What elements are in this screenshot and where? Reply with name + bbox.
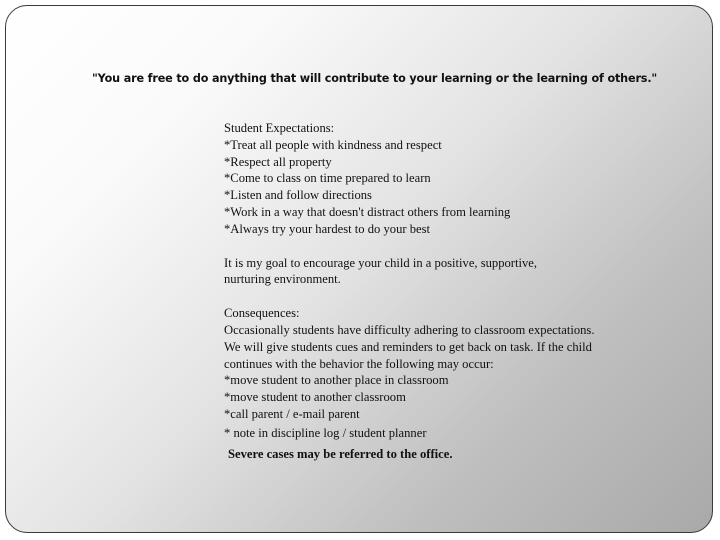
- goal-statement: It is my goal to encourage your child in a positive, supportive, nurturing environment.: [224, 255, 538, 287]
- expectation-item: *Come to class on time prepared to learn: [224, 171, 431, 186]
- consequences-intro: Occasionally students have difficulty adhering to classroom expectations. We will give students cues and reminders to get back on task. If the child continues with the behavior the following may occur:: [224, 322, 595, 371]
- severe-cases-note: Severe cases may be referred to the office.: [228, 446, 453, 461]
- consequence-item: *move student to another place in classroom: [224, 373, 449, 388]
- consequences-heading: Consequences:: [224, 306, 300, 321]
- expectations-heading: Student Expectations:: [224, 121, 335, 135]
- motto-quote: "You are free to do anything that will contribute to your learning or the learning of others.": [92, 72, 658, 85]
- slide-body: [224, 120, 624, 462]
- expectation-item: *Always try your hardest to do your best: [224, 221, 431, 236]
- expectation-item: *Treat all people with kindness and respect: [224, 137, 442, 152]
- consequence-item: *call parent / e-mail parent: [224, 406, 360, 421]
- consequence-item: *move student to another classroom: [224, 390, 406, 405]
- spacer: [224, 288, 624, 305]
- expectation-item: *Respect all property: [224, 154, 332, 169]
- consequence-item: * note in discipline log / student planner: [224, 425, 427, 440]
- spacer: [224, 238, 624, 255]
- slide-panel: [5, 5, 713, 533]
- expectation-item: *Work in a way that doesn't distract others from learning: [224, 204, 511, 219]
- expectation-item: *Listen and follow directions: [224, 188, 372, 203]
